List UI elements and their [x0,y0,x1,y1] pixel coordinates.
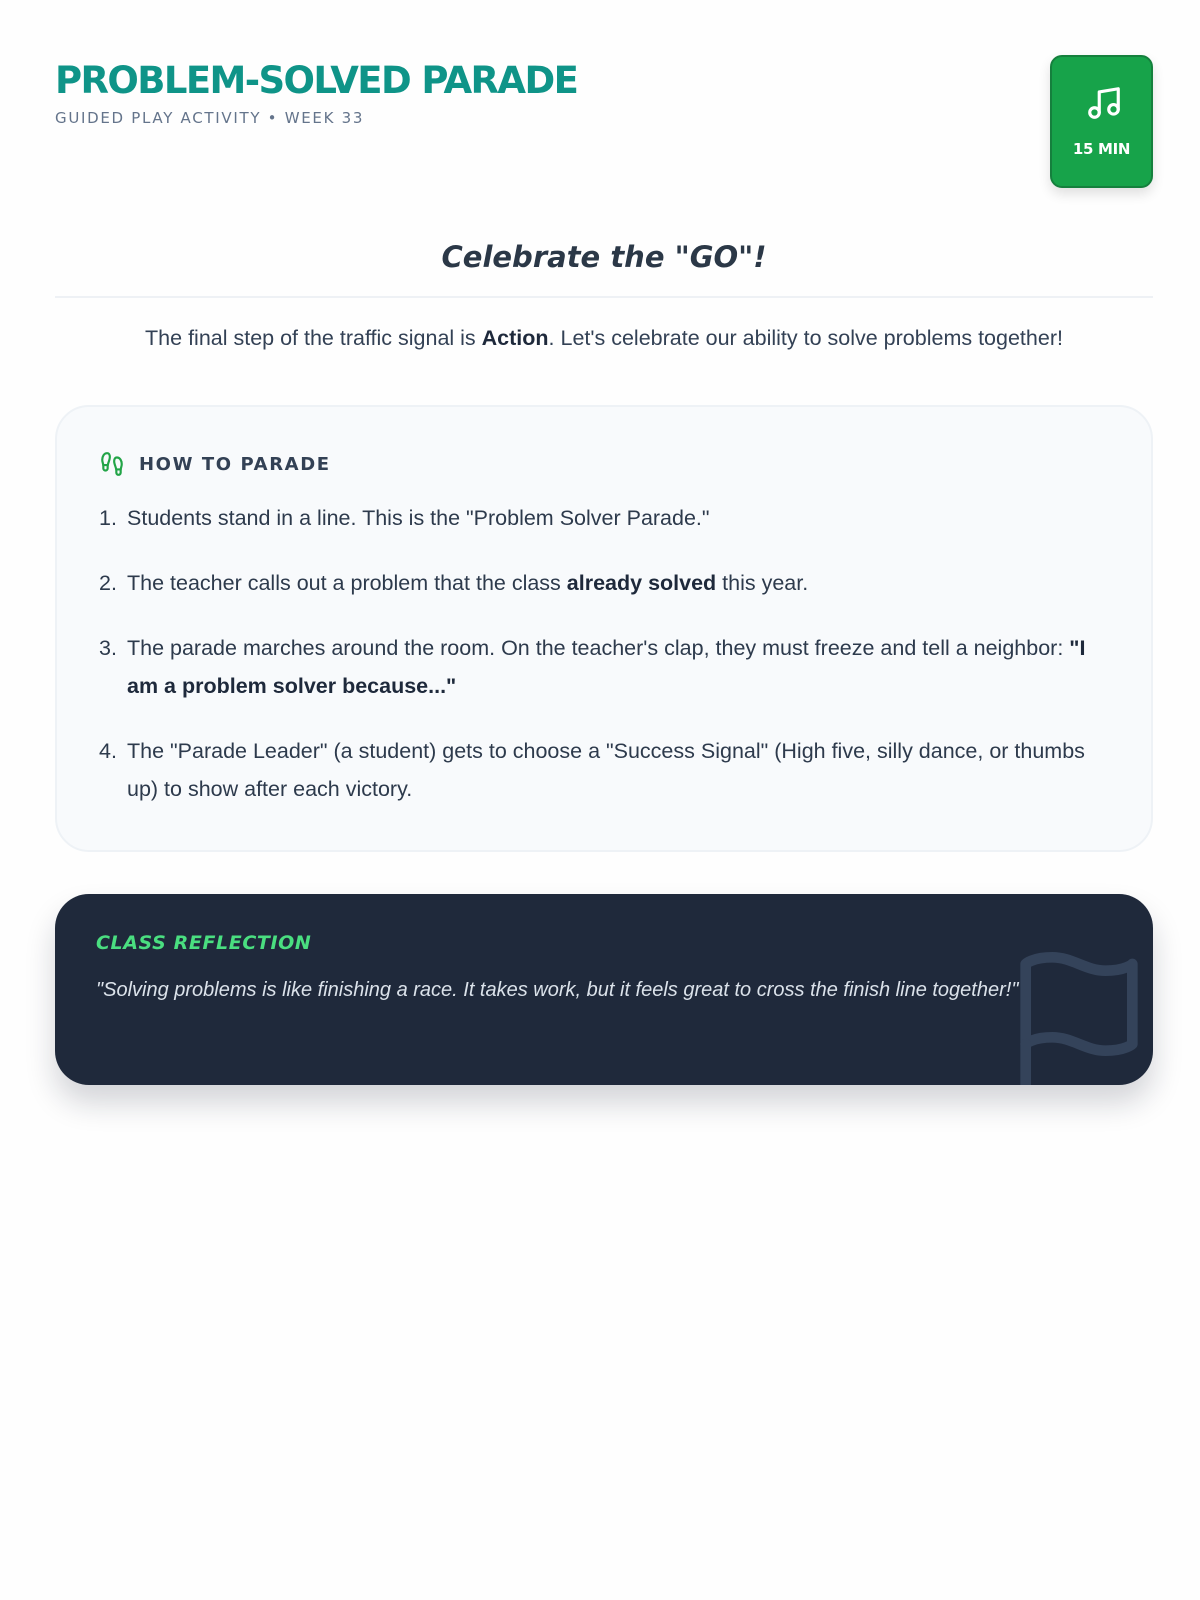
step-number: 1. [99,506,117,530]
intro-text-start: The final step of the traffic signal is [145,326,482,350]
steps-heading: HOW TO PARADE [139,453,331,475]
step-text: Students stand in a line. This is the "Problem Solver Parade." [127,506,710,530]
intro-text [55,326,1153,351]
list-item [99,732,1119,808]
step-text: The "Parade Leader" (a student) gets to choose a "Success Signal" (High five, silly dance, or thumbs up) to show after each victory. [127,739,1085,801]
page-title: PROBLEM-SOLVED PARADE [55,59,578,102]
step-emphasis: already solved [566,571,717,595]
page-header [55,55,1153,190]
intro-text-end: . Let's celebrate our ability to solve problems together! [548,326,1063,350]
list-item [99,499,1119,537]
page-subtitle: GUIDED PLAY ACTIVITY • WEEK 33 [55,109,365,127]
step-text-start: The teacher calls out a problem that the class [127,571,567,595]
intro-emphasis: Action [481,326,549,350]
how-to-parade-card [55,405,1153,852]
step-emphasis: "I am a problem solver because..." [127,636,1086,698]
list-item [99,564,1119,602]
section-divider [55,296,1153,298]
steps-header [99,449,331,479]
duration-badge [1050,55,1153,188]
flag-icon [999,944,1153,1085]
music-note-icon [1085,84,1123,122]
reflection-heading: CLASS REFLECTION [96,932,312,954]
step-text-start: The parade marches around the room. On the teacher's clap, they must freeze and tell a neighbor: [127,636,1070,660]
reflection-quote: "Solving problems is like finishing a race. It takes work, but it feels great to cross the finish line together!" [96,979,1019,1001]
step-number: 4. [99,739,117,763]
section-title: Celebrate the "GO"! [441,240,767,274]
step-number: 2. [99,571,117,595]
duration-label: 15 MIN [1072,140,1131,158]
class-reflection-card [55,894,1153,1085]
step-text-end: this year. [716,571,809,595]
steps-list [99,499,1119,835]
list-item [99,629,1119,705]
step-number: 3. [99,636,117,660]
footprints-icon [99,451,125,477]
